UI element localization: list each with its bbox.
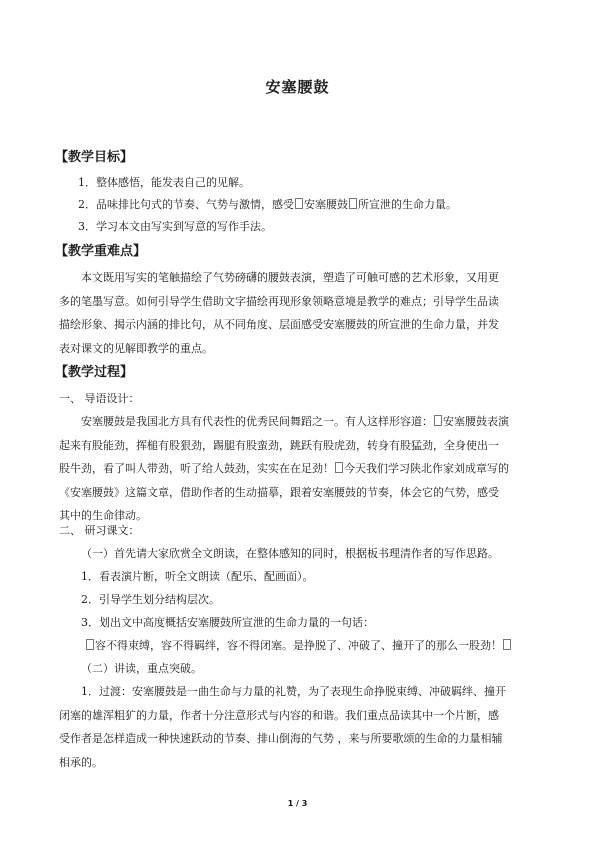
key-line-1: 本文既用写实的笔触描绘了气势磅礴的腰鼓表演，塑造了可触可感的艺术形象，又用更 [81, 271, 499, 284]
goal-item-3: 3．学习本文由写实到写意的写作手法。 [78, 220, 272, 233]
missing-glyph-icon [349, 198, 357, 209]
key-points-paragraph [59, 266, 539, 360]
goals-heading: 【教学目标】 [55, 150, 134, 165]
key-points-heading: 【教学重难点】 [55, 244, 147, 259]
intro-line-4: 《安塞腰鼓》这篇文章，借助作者的生动描摹，跟着安塞腰鼓的节奏，体会它的气势，感受 [59, 485, 499, 499]
missing-glyph-icon [295, 198, 303, 209]
document-title: 安塞腰鼓 [265, 78, 330, 96]
page-number: 1 / 3 [287, 799, 308, 808]
intro-line-2: 起来有股能劲，挥槌有股狠劲，踢腿有股蛮劲，跳跃有股虎劲，转身有股猛劲，全身使出一 [59, 438, 499, 452]
intro-line-3: 股牛劲，看了叫人带劲，听了给人鼓劲，实实在在足劲！ 今天我们学习陕北作家刘成章写的 [59, 462, 509, 475]
process-heading: 【教学过程】 [55, 365, 134, 380]
step-1-label: 一、 导语设计： [59, 392, 140, 405]
key-quote: 容不得束缚，容不得羁绊，容不得闭塞。是挣脱了、冲破了、撞开了的那么一股劲！ [85, 639, 512, 653]
intro-line-5: 其中的生命律动。 [59, 509, 147, 522]
goal-item-2-keyword: 安塞腰鼓 [304, 198, 348, 211]
transition-paragraph [59, 680, 539, 774]
goal-item-2 [78, 198, 457, 212]
missing-glyph-icon [434, 415, 442, 426]
transition-line-1: 1．过渡：安塞腰鼓是一曲生命与力量的礼赞，为了表现生命挣脱束缚、冲破羁绊、撞开 [81, 685, 506, 698]
subsection-1: （一）首先请大家欣赏全文朗读，在整体感知的同时，根据板书理清作者的写作思路。 [81, 547, 499, 560]
goal-item-2-tail: 所宣泄的生命力量。 [358, 198, 457, 211]
goal-item-1: 1．整体感悟，能发表自己的见解。 [78, 176, 250, 189]
intro-line-1: 安塞腰鼓是我国北方具有代表性的优秀民间舞蹈之一。有人这样形容道： 安塞腰鼓表演 [81, 415, 509, 428]
sub1-item-2: 2．引导学生划分结构层次。 [81, 593, 220, 606]
missing-glyph-icon [335, 462, 343, 473]
key-line-4: 表对课文的见解即教学的重点。 [59, 341, 213, 355]
transition-line-4: 相承的。 [59, 755, 103, 769]
sub1-item-1: 1．看表演片断，听全文朗读（配乐、配画面）。 [81, 570, 314, 583]
transition-line-2: 闭塞的雄浑粗犷的力量，作者十分注意形式与内容的和谐。我们重点品读其中一个片断，感 [59, 708, 499, 722]
step-2-label: 二、 研习课文： [59, 524, 140, 537]
sub1-item-3: 3．划出文中高度概括安塞腰鼓所宣泄的生命力量的一句话： [81, 616, 374, 629]
missing-glyph-icon [503, 639, 511, 650]
transition-line-3: 受作者是怎样造成一种快速跃动的节奏、排山倒海的气势 ，来与所要歌颂的生命的力量相辅 [59, 732, 503, 745]
subsection-2: （二）讲读，重点突破。 [81, 662, 202, 675]
missing-glyph-icon [86, 639, 94, 650]
intro-paragraph [59, 410, 539, 528]
key-line-2: 多的笔墨写意。如何引导学生借助文字描绘再现形象领略意境是教学的难点；引导学生品读 [59, 294, 499, 308]
goal-item-2-text: 2．品味排比句式的节奏、气势与激情，感受 [78, 198, 294, 211]
key-line-3: 描绘形象、揭示内涵的排比句，从不同角度、层面感受安塞腰鼓的所宣泄的生命力量，并发 [59, 318, 499, 331]
